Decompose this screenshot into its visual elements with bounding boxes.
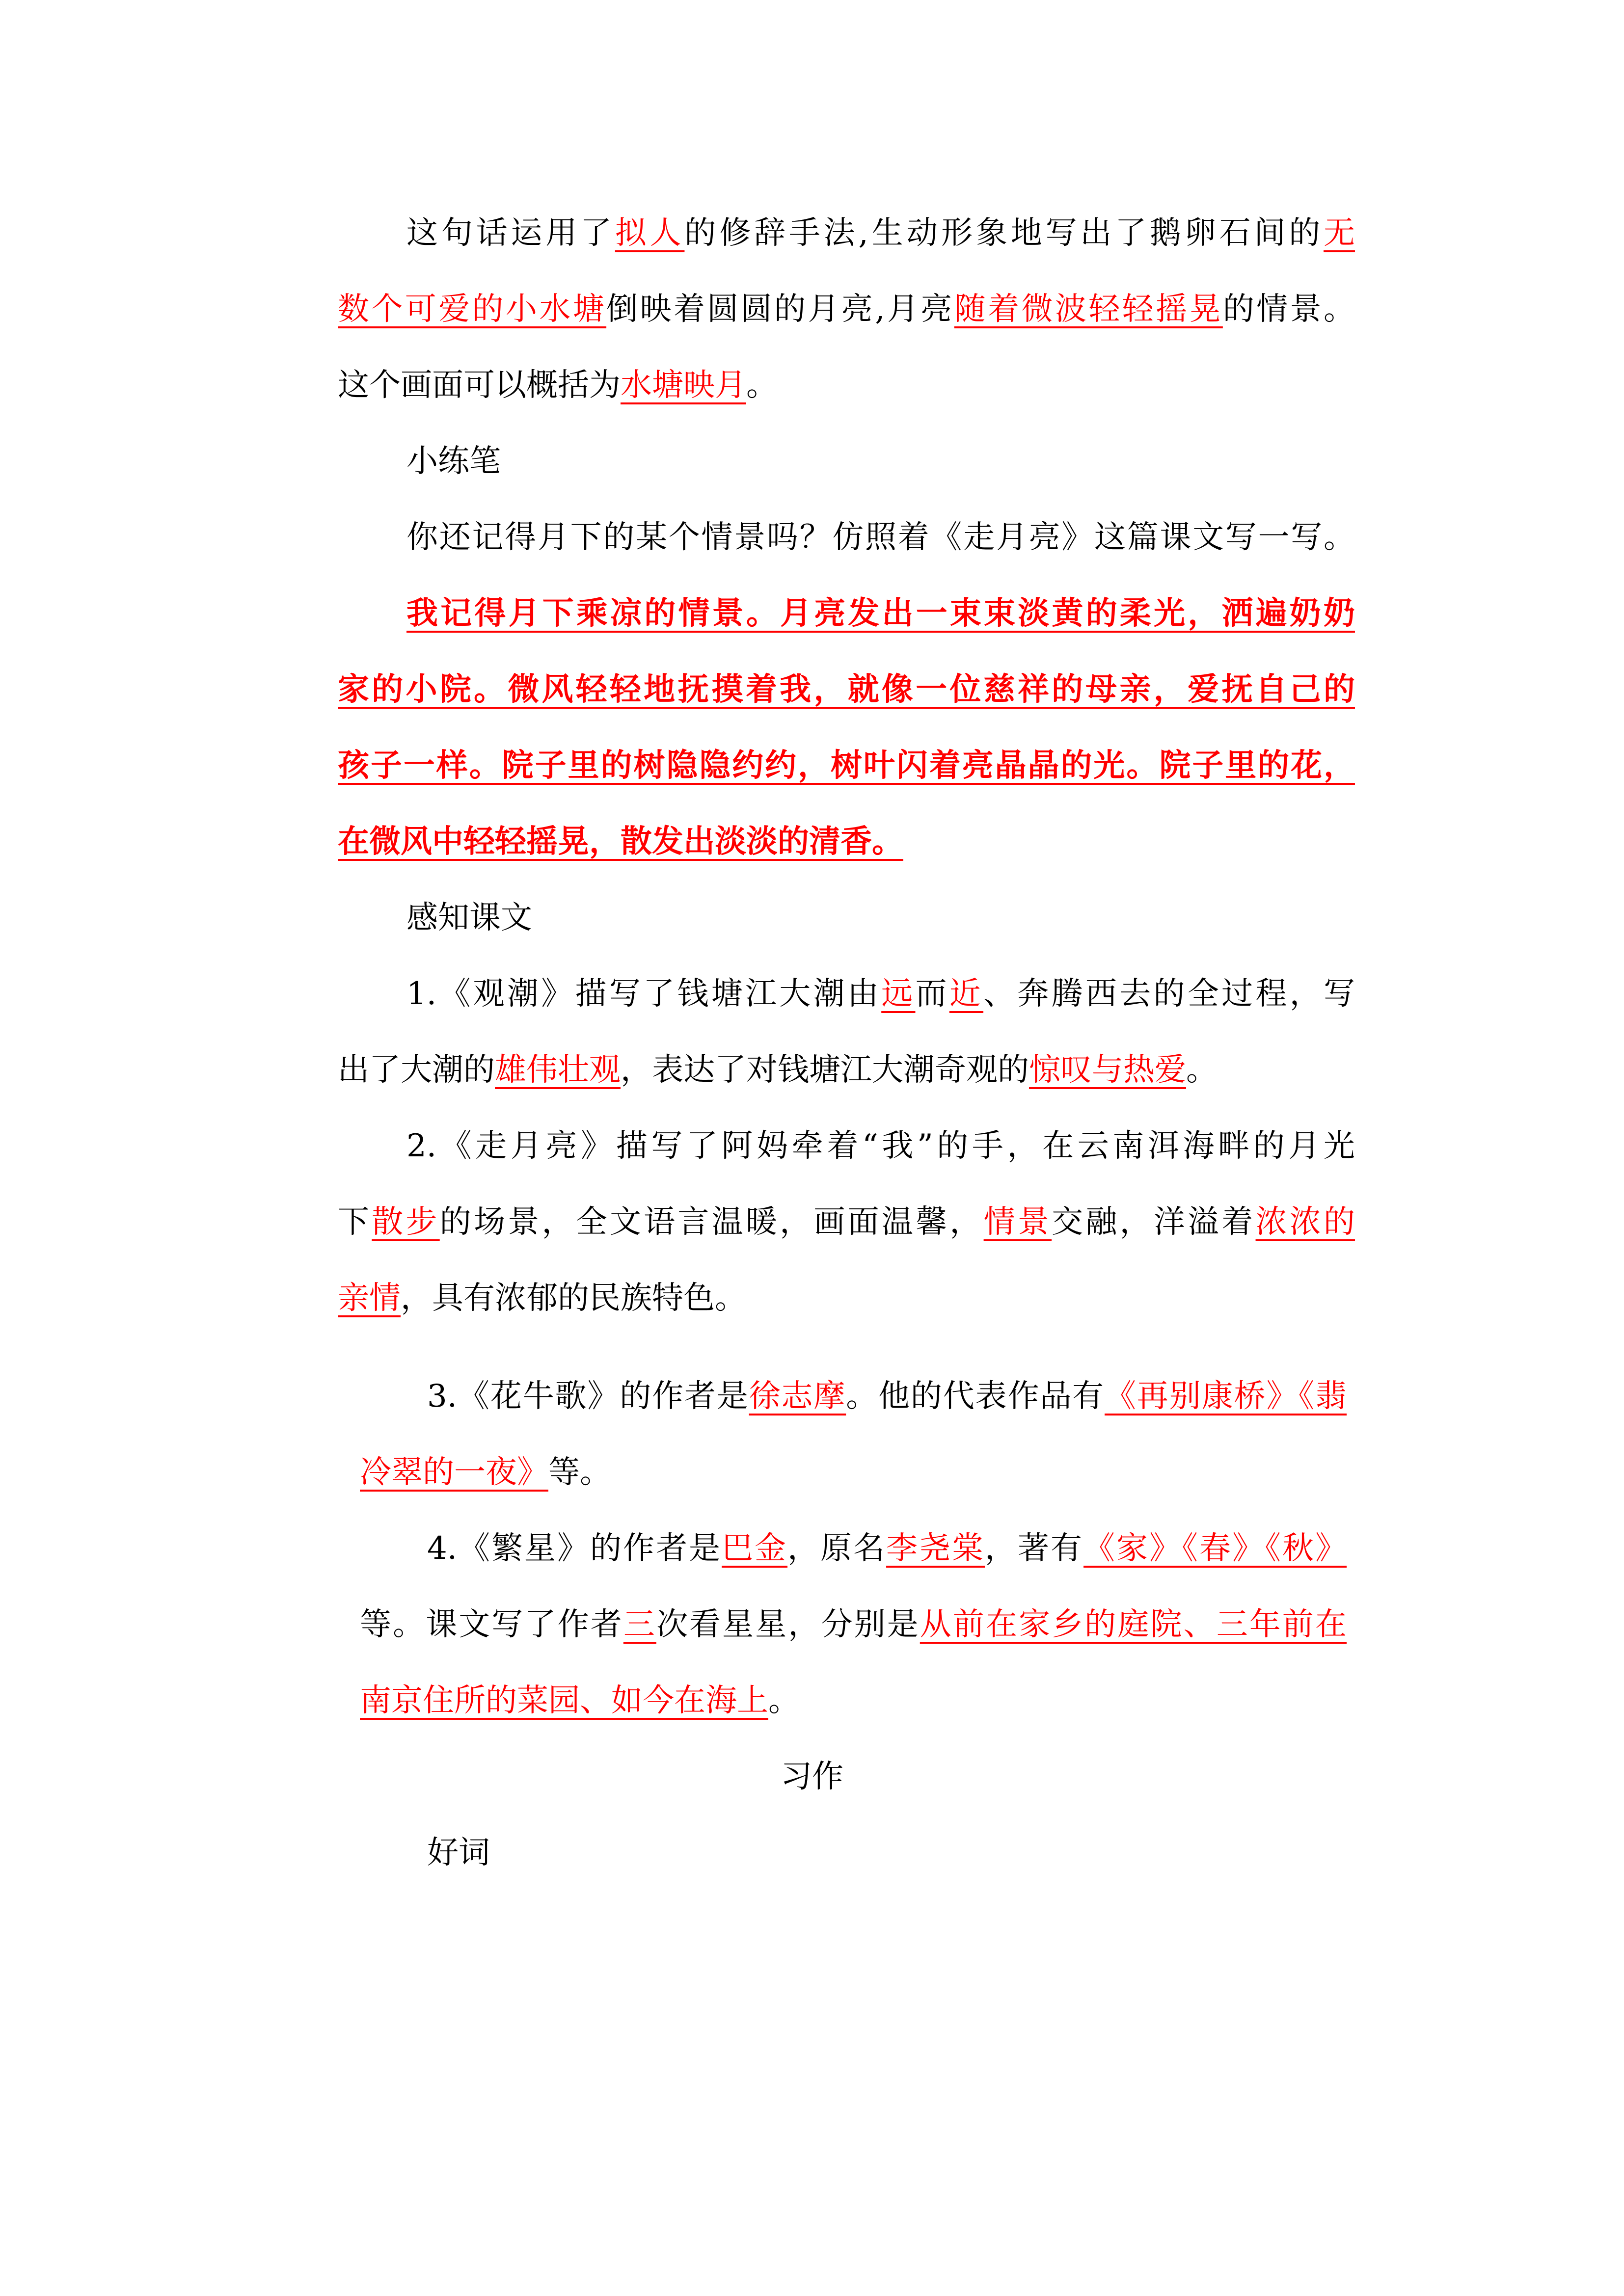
answer-blank: 情景 <box>983 1204 1052 1240</box>
text: 这句话运用了 <box>406 215 615 251</box>
text: 。 <box>746 367 778 403</box>
answer-blank: 随着微波轻轻摇晃 <box>954 291 1223 327</box>
answer-blank: 雄伟壮观 <box>495 1052 621 1088</box>
answer-blank: 远 <box>881 976 916 1012</box>
text: 的情景。 <box>1222 291 1355 327</box>
answer-blank: 从前在家乡的庭院、三年前在 <box>920 1606 1347 1643</box>
para1-line2 <box>338 285 1355 334</box>
text: 的修辞手法,生动形象地写出了鹅卵石间的 <box>684 215 1324 251</box>
heading-writing: 习作 <box>781 1759 843 1795</box>
answer-blank: 浓浓的 <box>1255 1204 1355 1240</box>
item3-line2 <box>360 1448 1347 1497</box>
item1-line2 <box>338 1045 1355 1095</box>
text: 等。课文写了作者 <box>360 1606 623 1643</box>
text: 。 <box>1186 1052 1218 1088</box>
item4-line1 <box>427 1524 1347 1573</box>
heading-good-words: 好词 <box>427 1835 490 1871</box>
answer-blank: 惊叹与热爱 <box>1029 1052 1186 1088</box>
answer-blank: 近 <box>949 976 984 1012</box>
item3-line1 <box>427 1372 1347 1421</box>
text: 、奔腾西去的全过程，写 <box>983 976 1355 1012</box>
item4-line2 <box>360 1600 1347 1649</box>
answer-blank: 巴金 <box>722 1530 788 1567</box>
answer-blank: 李尧棠 <box>886 1530 985 1567</box>
item1-line1 <box>406 969 1355 1018</box>
answer-blank: 三 <box>623 1606 656 1643</box>
item2-line3 <box>338 1274 1355 1323</box>
answer-blank: 南京住所的菜园、如今在海上 <box>360 1682 768 1719</box>
practice-answer-line: 孩子一样。院子里的树隐隐约约，树叶闪着亮晶晶的光。院子里的花， <box>338 747 1355 784</box>
text: ，具有浓郁的民族特色。 <box>401 1280 746 1316</box>
answer-blank: 数个可爱的小水塘 <box>338 291 607 327</box>
item2-line2 <box>338 1198 1355 1247</box>
text: 次看星星，分别是 <box>656 1606 920 1643</box>
item2-line1: 2.《走月亮》描写了阿妈牵着“我”的手，在云南洱海畔的月光 <box>406 1128 1355 1164</box>
item4-line3 <box>360 1676 1347 1725</box>
text: ，表达了对钱塘江大潮奇观的 <box>621 1052 1029 1088</box>
answer-blank: 拟人 <box>615 215 685 251</box>
text: 。 <box>768 1682 800 1719</box>
text: 下 <box>338 1204 372 1240</box>
text: 的场景，全文语言温暖，画面温馨， <box>439 1204 984 1240</box>
answer-blank: 《再别康桥》《翡 <box>1105 1378 1347 1415</box>
text: 而 <box>915 976 949 1012</box>
text: ，著有 <box>985 1530 1084 1567</box>
practice-answer-line: 家的小院。微风轻轻地抚摸着我，就像一位慈祥的母亲，爱抚自己的 <box>338 671 1355 708</box>
text: 这个画面可以概括为 <box>338 367 621 403</box>
practice-prompt: 你还记得月下的某个情景吗？仿照着《走月亮》这篇课文写一写。 <box>406 519 1355 556</box>
text: 4.《繁星》的作者是 <box>427 1530 722 1567</box>
text: 1.《观潮》描写了钱塘江大潮由 <box>406 976 882 1012</box>
para1-line1 <box>406 209 1355 258</box>
practice-answer-line: 在微风中轻轻摇晃，散发出淡淡的清香。 <box>338 823 903 860</box>
text: 交融，洋溢着 <box>1052 1204 1256 1240</box>
para1-line3 <box>338 361 1355 410</box>
heading-perceive: 感知课文 <box>406 900 532 936</box>
answer-blank: 水塘映月 <box>621 367 746 403</box>
answer-blank: 冷翠的一夜》 <box>360 1454 548 1491</box>
answer-blank: 亲情 <box>338 1280 401 1316</box>
answer-blank: 《家》《春》《秋》 <box>1083 1530 1347 1567</box>
text: 出了大潮的 <box>338 1052 495 1088</box>
practice-answer-line: 我记得月下乘凉的情景。月亮发出一束束淡黄的柔光，洒遍奶奶 <box>406 595 1355 632</box>
text: 。他的代表作品有 <box>846 1378 1105 1415</box>
text: ，原名 <box>787 1530 887 1567</box>
answer-blank: 散步 <box>372 1204 440 1240</box>
answer-blank: 无 <box>1324 215 1355 251</box>
answer-blank: 徐志摩 <box>749 1378 846 1415</box>
heading-practice: 小练笔 <box>406 443 501 480</box>
text: 等。 <box>548 1454 611 1491</box>
text: 3.《花牛歌》的作者是 <box>427 1378 749 1415</box>
text: 倒映着圆圆的月亮,月亮 <box>606 291 954 327</box>
